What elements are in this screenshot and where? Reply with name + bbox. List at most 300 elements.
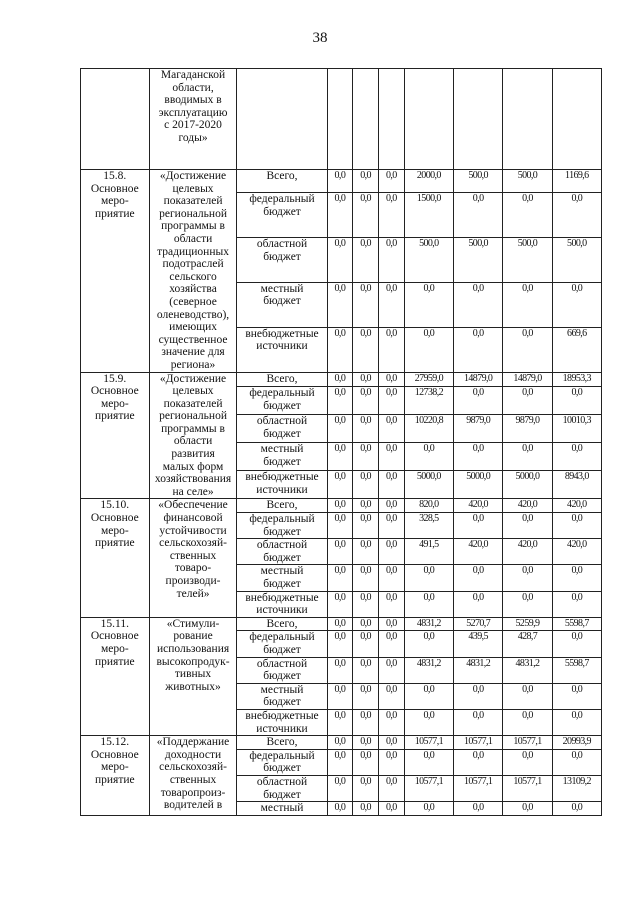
- value-cell: 0,0: [552, 802, 601, 816]
- value-cell: 0,0: [552, 387, 601, 415]
- value-cell: 0,0: [353, 709, 379, 735]
- value-cell: 1500,0: [404, 193, 453, 238]
- text-line: целевых: [172, 385, 214, 398]
- value-cell: 0,0: [378, 617, 404, 631]
- text-line: «Достижение: [159, 372, 227, 385]
- text-line: финансовой: [163, 512, 223, 525]
- value-cell: 0,0: [378, 372, 404, 387]
- text-line: федеральный: [249, 513, 315, 526]
- text-line: на селе»: [172, 485, 214, 498]
- value-cell: 0,0: [353, 802, 379, 816]
- text-line: бюджет: [263, 427, 301, 440]
- value-cell: 4831,2: [503, 657, 552, 683]
- value-cell: 0,0: [378, 565, 404, 591]
- text-line: целевых: [172, 182, 214, 195]
- text-line: внебюджетные: [245, 591, 319, 604]
- value-cell: 0,0: [353, 565, 379, 591]
- text-line: тивных: [174, 668, 212, 681]
- text-line: бюджет: [263, 399, 301, 412]
- funding-source-cell: [237, 415, 327, 443]
- table-row: [81, 736, 602, 750]
- value-cell: 1169,6: [552, 170, 601, 193]
- text-line: 15.9.: [103, 372, 127, 385]
- text-line: 15.8.: [103, 170, 127, 182]
- text-line: бюджет: [263, 551, 301, 564]
- value-cell: 0,0: [378, 657, 404, 683]
- value-cell: 0,0: [378, 282, 404, 327]
- value-cell: 500,0: [454, 238, 503, 283]
- funding-source-cell: [237, 513, 327, 539]
- value-cell: 0,0: [327, 591, 353, 617]
- funding-source-cell: [237, 565, 327, 591]
- value-cell: 5598,7: [552, 657, 601, 683]
- text-line: местный: [260, 802, 304, 815]
- value-cell: 0,0: [353, 736, 379, 750]
- funding-source-cell: [237, 683, 327, 709]
- value-cell: 820,0: [404, 499, 453, 513]
- text-line: областной: [256, 775, 308, 788]
- value-cell: 420,0: [454, 539, 503, 565]
- text-line: 15.11.: [100, 617, 129, 630]
- value-cell: 5598,7: [552, 617, 601, 631]
- text-line: местный: [260, 683, 304, 696]
- budget-table: [80, 68, 602, 816]
- measure-name-cell: [149, 69, 237, 170]
- text-line: бюджет: [263, 250, 301, 263]
- value-cell: 0,0: [327, 372, 353, 387]
- table-row: [81, 499, 602, 513]
- value-cell: 0,0: [327, 631, 353, 657]
- funding-source-cell: [237, 471, 327, 499]
- value-cell: 0,0: [454, 513, 503, 539]
- value-cell: 0,0: [353, 170, 379, 193]
- value-cell: 0,0: [353, 683, 379, 709]
- text-line: меро-: [100, 642, 129, 655]
- value-cell: 669,6: [552, 327, 601, 372]
- value-cell: 0,0: [327, 683, 353, 709]
- value-cell: 0,0: [404, 443, 453, 471]
- funding-source-cell: [237, 709, 327, 735]
- value-cell: [552, 69, 601, 170]
- value-cell: 420,0: [503, 539, 552, 565]
- text-line: значение для: [161, 346, 225, 359]
- text-line: внебюджетные: [245, 327, 319, 340]
- value-cell: 328,5: [404, 513, 453, 539]
- value-cell: 5000,0: [404, 471, 453, 499]
- text-line: бюджет: [263, 696, 301, 709]
- text-line: устойчивости: [159, 524, 227, 537]
- value-cell: 0,0: [353, 617, 379, 631]
- text-line: местный: [260, 282, 304, 295]
- text-line: источники: [256, 604, 308, 617]
- value-cell: 0,0: [404, 683, 453, 709]
- text-line: Основное: [90, 385, 139, 398]
- value-cell: 0,0: [503, 565, 552, 591]
- measure-number-cell: [81, 372, 150, 499]
- value-cell: 0,0: [327, 565, 353, 591]
- text-line: годы»: [178, 131, 208, 144]
- value-cell: 420,0: [552, 539, 601, 565]
- value-cell: 0,0: [552, 683, 601, 709]
- measure-name-cell: [149, 499, 237, 617]
- value-cell: 0,0: [378, 193, 404, 238]
- value-cell: 0,0: [454, 387, 503, 415]
- text-line: области: [173, 232, 213, 245]
- text-line: «Стимули-: [166, 617, 220, 630]
- text-line: бюджет: [263, 788, 301, 801]
- text-line: малых форм: [162, 460, 224, 473]
- text-line: приятие: [94, 537, 135, 550]
- text-line: традиционных: [157, 245, 229, 258]
- funding-source-cell: [237, 327, 327, 372]
- text-line: внебюджетные: [245, 471, 319, 484]
- value-cell: 10577,1: [454, 775, 503, 801]
- value-cell: 0,0: [353, 471, 379, 499]
- value-cell: 500,0: [404, 238, 453, 283]
- value-cell: 0,0: [353, 238, 379, 283]
- text-line: Основное: [90, 512, 139, 525]
- value-cell: 0,0: [353, 499, 379, 513]
- text-line: Всего,: [266, 617, 298, 630]
- value-cell: 0,0: [353, 591, 379, 617]
- value-cell: 0,0: [552, 282, 601, 327]
- value-cell: 500,0: [454, 170, 503, 193]
- text-line: подотраслей: [162, 258, 224, 271]
- measure-name-cell: [149, 372, 237, 499]
- text-line: оленеводство),: [156, 308, 230, 321]
- text-line: меро-: [100, 524, 129, 537]
- text-line: (северное: [169, 295, 217, 308]
- value-cell: 20993,9: [552, 736, 601, 750]
- value-cell: 0,0: [327, 775, 353, 801]
- value-cell: 18953,3: [552, 372, 601, 387]
- value-cell: 0,0: [353, 657, 379, 683]
- table-row: [81, 69, 602, 170]
- text-line: показателей: [163, 397, 223, 410]
- text-line: высокопродук-: [156, 655, 230, 668]
- text-line: показателей: [163, 195, 223, 208]
- text-line: «Достижение: [159, 170, 227, 182]
- text-line: «Поддержание: [156, 736, 230, 749]
- text-line: меро-: [100, 761, 129, 774]
- value-cell: 0,0: [327, 170, 353, 193]
- value-cell: 0,0: [503, 513, 552, 539]
- value-cell: 0,0: [327, 802, 353, 816]
- text-line: Всего,: [266, 372, 298, 385]
- value-cell: 0,0: [552, 591, 601, 617]
- funding-source-cell: [237, 631, 327, 657]
- text-line: области: [173, 435, 213, 448]
- text-line: «Обеспечение: [158, 499, 228, 512]
- value-cell: 0,0: [353, 631, 379, 657]
- value-cell: 0,0: [353, 749, 379, 775]
- funding-source-cell: [237, 539, 327, 565]
- value-cell: 0,0: [503, 387, 552, 415]
- value-cell: 4831,2: [404, 657, 453, 683]
- value-cell: 0,0: [552, 193, 601, 238]
- value-cell: 12738,2: [404, 387, 453, 415]
- value-cell: 0,0: [327, 736, 353, 750]
- text-line: бюджет: [263, 670, 301, 683]
- value-cell: 0,0: [353, 513, 379, 539]
- value-cell: 4831,2: [404, 617, 453, 631]
- funding-source-cell: [237, 736, 327, 750]
- text-line: областной: [256, 238, 308, 251]
- value-cell: 0,0: [503, 282, 552, 327]
- value-cell: 0,0: [378, 709, 404, 735]
- text-line: региона»: [170, 358, 216, 371]
- value-cell: 0,0: [503, 327, 552, 372]
- table-row: [81, 170, 602, 193]
- text-line: федеральный: [249, 631, 315, 644]
- value-cell: 0,0: [378, 499, 404, 513]
- text-line: приятие: [94, 773, 135, 786]
- text-line: приятие: [94, 410, 135, 423]
- value-cell: 0,0: [378, 775, 404, 801]
- value-cell: 491,5: [404, 539, 453, 565]
- value-cell: 0,0: [503, 591, 552, 617]
- value-cell: 5270,7: [454, 617, 503, 631]
- value-cell: 4831,2: [454, 657, 503, 683]
- value-cell: [454, 69, 503, 170]
- value-cell: 0,0: [378, 802, 404, 816]
- text-line: бюджет: [263, 643, 301, 656]
- value-cell: 10577,1: [404, 736, 453, 750]
- value-cell: 0,0: [454, 193, 503, 238]
- value-cell: 0,0: [353, 539, 379, 565]
- value-cell: 14879,0: [503, 372, 552, 387]
- value-cell: 0,0: [327, 539, 353, 565]
- value-cell: 0,0: [454, 683, 503, 709]
- text-line: 15.10.: [100, 499, 130, 512]
- text-line: доходности: [164, 748, 222, 761]
- text-line: сельскохозяй-: [159, 537, 227, 550]
- text-line: хозяйствования: [154, 473, 232, 486]
- measure-name-cell: [149, 617, 237, 735]
- value-cell: 0,0: [353, 327, 379, 372]
- value-cell: [503, 69, 552, 170]
- text-line: Всего,: [266, 170, 298, 182]
- measure-number-cell: [81, 170, 150, 373]
- value-cell: 0,0: [454, 709, 503, 735]
- text-line: хозяйства: [169, 283, 217, 296]
- text-line: существенное: [158, 333, 228, 346]
- text-line: местный: [260, 443, 304, 456]
- value-cell: 0,0: [327, 327, 353, 372]
- value-cell: 0,0: [552, 709, 601, 735]
- value-cell: 0,0: [454, 749, 503, 775]
- funding-source-cell: [237, 657, 327, 683]
- text-line: Основное: [90, 748, 139, 761]
- value-cell: 0,0: [454, 282, 503, 327]
- text-line: Всего,: [266, 499, 298, 512]
- value-cell: 10577,1: [503, 736, 552, 750]
- value-cell: 0,0: [327, 617, 353, 631]
- value-cell: 27959,0: [404, 372, 453, 387]
- value-cell: 2000,0: [404, 170, 453, 193]
- funding-source-cell: [237, 443, 327, 471]
- text-line: производи-: [165, 575, 221, 587]
- measure-name-cell: [149, 736, 237, 816]
- funding-source-cell: [237, 238, 327, 283]
- value-cell: 0,0: [327, 499, 353, 513]
- funding-source-cell: [237, 372, 327, 387]
- text-line: товаро-: [174, 562, 212, 575]
- value-cell: 420,0: [503, 499, 552, 513]
- value-cell: 0,0: [378, 327, 404, 372]
- value-cell: 0,0: [378, 591, 404, 617]
- value-cell: 0,0: [353, 415, 379, 443]
- measure-number-cell: [81, 617, 150, 735]
- funding-source-cell: [237, 802, 327, 816]
- table-row: [81, 617, 602, 631]
- value-cell: 9879,0: [503, 415, 552, 443]
- text-line: программы в: [161, 422, 225, 435]
- measure-name-cell: [149, 170, 237, 373]
- value-cell: 0,0: [353, 372, 379, 387]
- funding-source-cell: [237, 591, 327, 617]
- value-cell: 8943,0: [552, 471, 601, 499]
- value-cell: 0,0: [327, 749, 353, 775]
- funding-source-cell: [237, 193, 327, 238]
- value-cell: 0,0: [353, 443, 379, 471]
- text-line: сельского: [169, 270, 217, 283]
- text-line: рование: [173, 630, 213, 643]
- measure-number-cell: [81, 499, 150, 617]
- value-cell: [404, 69, 453, 170]
- funding-source-cell: [237, 499, 327, 513]
- funding-source-cell: [237, 170, 327, 193]
- text-line: бюджет: [263, 295, 301, 308]
- text-line: приятие: [94, 207, 135, 220]
- value-cell: 500,0: [552, 238, 601, 283]
- value-cell: [353, 69, 379, 170]
- measure-number-cell: [81, 69, 150, 170]
- value-cell: 13109,2: [552, 775, 601, 801]
- value-cell: 0,0: [353, 387, 379, 415]
- value-cell: 0,0: [327, 282, 353, 327]
- text-line: Основное: [90, 630, 139, 643]
- value-cell: 14879,0: [454, 372, 503, 387]
- value-cell: 0,0: [404, 565, 453, 591]
- value-cell: [237, 69, 327, 170]
- value-cell: 0,0: [552, 443, 601, 471]
- text-line: водителей в: [163, 799, 223, 812]
- value-cell: 0,0: [378, 683, 404, 709]
- value-cell: 10577,1: [404, 775, 453, 801]
- value-cell: 0,0: [327, 415, 353, 443]
- value-cell: 0,0: [552, 513, 601, 539]
- value-cell: 0,0: [404, 709, 453, 735]
- text-line: областной: [256, 539, 308, 552]
- text-line: бюджет: [263, 525, 301, 538]
- value-cell: 500,0: [503, 238, 552, 283]
- value-cell: 10220,8: [404, 415, 453, 443]
- value-cell: 0,0: [503, 443, 552, 471]
- value-cell: 0,0: [378, 631, 404, 657]
- value-cell: 5000,0: [454, 471, 503, 499]
- value-cell: 0,0: [552, 749, 601, 775]
- value-cell: 0,0: [454, 565, 503, 591]
- value-cell: 0,0: [378, 415, 404, 443]
- text-line: областной: [256, 415, 308, 428]
- value-cell: 0,0: [454, 591, 503, 617]
- text-line: региональной: [159, 207, 227, 220]
- text-line: федеральный: [249, 193, 315, 206]
- value-cell: 0,0: [503, 709, 552, 735]
- value-cell: [378, 69, 404, 170]
- value-cell: 0,0: [378, 443, 404, 471]
- funding-source-cell: [237, 775, 327, 801]
- text-line: Магаданской: [160, 69, 226, 81]
- value-cell: 0,0: [503, 193, 552, 238]
- table-row: [81, 372, 602, 387]
- text-line: использования: [156, 642, 230, 655]
- value-cell: 10010,3: [552, 415, 601, 443]
- text-line: эксплуатацию: [158, 106, 228, 119]
- text-line: 15.12.: [100, 736, 130, 749]
- text-line: области,: [172, 81, 214, 94]
- funding-source-cell: [237, 387, 327, 415]
- text-line: источники: [256, 340, 308, 353]
- text-line: бюджет: [263, 455, 301, 468]
- value-cell: 500,0: [503, 170, 552, 193]
- value-cell: 10577,1: [454, 736, 503, 750]
- value-cell: 0,0: [378, 736, 404, 750]
- value-cell: 0,0: [503, 683, 552, 709]
- value-cell: 10577,1: [503, 775, 552, 801]
- text-line: областной: [256, 657, 308, 670]
- value-cell: 0,0: [378, 170, 404, 193]
- value-cell: 0,0: [353, 775, 379, 801]
- value-cell: 0,0: [327, 238, 353, 283]
- value-cell: 0,0: [404, 327, 453, 372]
- value-cell: 0,0: [404, 591, 453, 617]
- text-line: бюджет: [263, 205, 301, 218]
- value-cell: 420,0: [552, 499, 601, 513]
- text-line: приятие: [94, 655, 135, 668]
- value-cell: 5000,0: [503, 471, 552, 499]
- value-cell: 0,0: [353, 193, 379, 238]
- value-cell: 0,0: [378, 238, 404, 283]
- text-line: Основное: [90, 182, 139, 195]
- text-line: с 2017-2020: [164, 119, 222, 132]
- value-cell: [327, 69, 353, 170]
- value-cell: 0,0: [353, 282, 379, 327]
- text-line: Всего,: [266, 736, 298, 749]
- value-cell: 0,0: [552, 631, 601, 657]
- text-line: региональной: [159, 410, 227, 423]
- value-cell: 0,0: [378, 387, 404, 415]
- value-cell: 0,0: [327, 513, 353, 539]
- funding-source-cell: [237, 282, 327, 327]
- funding-source-cell: [237, 617, 327, 631]
- value-cell: 0,0: [378, 539, 404, 565]
- text-line: федеральный: [249, 387, 315, 400]
- text-line: внебюджетные: [245, 709, 319, 722]
- value-cell: 0,0: [454, 443, 503, 471]
- value-cell: 0,0: [454, 327, 503, 372]
- value-cell: 0,0: [378, 749, 404, 775]
- value-cell: 420,0: [454, 499, 503, 513]
- value-cell: 0,0: [404, 749, 453, 775]
- value-cell: 0,0: [327, 387, 353, 415]
- value-cell: 0,0: [503, 749, 552, 775]
- value-cell: 0,0: [378, 471, 404, 499]
- text-line: сельскохозяй-: [159, 761, 227, 774]
- value-cell: 439,5: [454, 631, 503, 657]
- value-cell: 428,7: [503, 631, 552, 657]
